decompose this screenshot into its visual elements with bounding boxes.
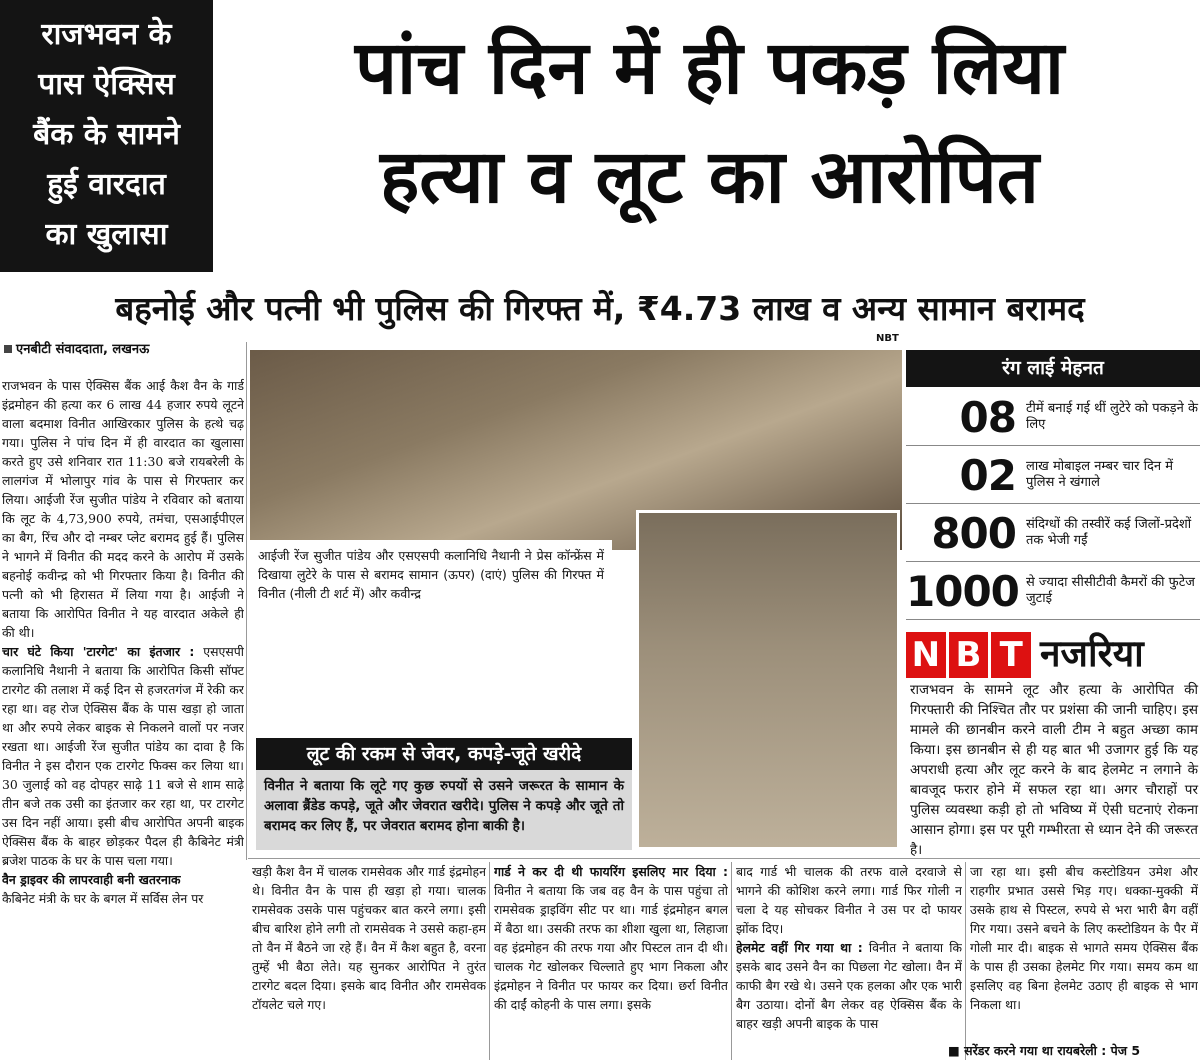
headline-line-2: हत्या व लूट का आरोपित — [380, 134, 1039, 220]
article-subhead: चार घंटे किया 'टारगेट' का इंतजार : — [2, 644, 195, 659]
article-paragraph: विनीत ने बताया कि जब वह वैन के पास पहुंचा तो रामसेवक ड्राइविंग सीट पर था। गार्ड इंद्रमोहन बगल में बैठा था। उसकी तरफ का शीशा खुला था, लिहाजा वह इंद्रमोहन की तरफ गया और पिस्टल तान दी थी। चालक गेट खोलकर चिल्लाते हुए भाग निकला और इंद्रमोहन ने विनीत पर फायर कर दिया। छर्रा विनीत की दाईं कोहनी के पास लगा। इसके — [494, 883, 728, 1012]
headline-line-1: पांच दिन में ही पकड़ लिया — [354, 25, 1065, 111]
stat-item — [906, 563, 1200, 620]
kicker-line: हुई वारदात — [47, 167, 166, 202]
byline — [4, 342, 248, 358]
kicker-line: का खुलासा — [45, 217, 168, 252]
article-paragraph: बाद गार्ड भी चालक की तरफ वाले दरवाजे से भागने की कोशिश करने लगा। गार्ड फिर गोली न चला दे यह सोचकर विनीत ने उस पर दो फायर झोंक दिए। — [736, 864, 962, 936]
article-column-2 — [252, 862, 486, 1060]
bullet-icon — [4, 345, 12, 353]
stat-description: संदिग्धों की तस्वीरें कई जिलों-प्रदेशों तक भेजी गईं — [1026, 517, 1192, 548]
article-subhead: हेलमेट वहीं गिर गया था : — [736, 940, 863, 955]
headline — [232, 18, 1187, 236]
article-column-3 — [494, 862, 728, 1060]
stat-number: 02 — [959, 450, 1016, 500]
byline-text: एनबीटी संवाददाता, लखनऊ — [16, 342, 150, 357]
photo-caption: आईजी रेंज सुजीत पांडेय और एसएसपी कलानिधि नैथानी ने प्रेस कॉन्फ्रेंस में दिखाया लुटेरे के पास से बरामद सामान (ऊपर) (दाएं) पुलिस की गिरफ्त में विनीत (नीली टी शर्ट में) और कवीन्द्र — [250, 540, 612, 686]
subheadline: बहनोई और पत्नी भी पुलिस की गिरफ्त में, ₹4.73 लाख व अन्य सामान बरामद — [115, 289, 1085, 328]
nazariya-title: नजरिया — [1040, 632, 1144, 675]
column-divider — [489, 862, 490, 1060]
nbt-logo — [906, 632, 1034, 678]
column-divider — [965, 862, 966, 1060]
article-paragraph: एसएसपी कलानिधि नैथानी ने बताया कि आरोपित किसी सॉफ्ट टारगेट की तलाश में कई दिन से हजरतगंज में रेकी कर रहा था। वह रोज ऐक्सिस बैंक के पास खड़ा हो जाता था और रुपये लेकर बाइक से निकलने वालों पर नजर रखता था। आईजी रेंज सुजीत पांडेय का दावा है कि विनीत ने इस दौरान एक टारगेट फिक्स कर लिया था। 30 जुलाई को वह दोपहर साढ़े 11 बजे से शाम साढ़े तीन बजे तक उसी का इंतजार कर रहा था, पर टारगेट उस दिन नहीं आया। इसी बीच आरोपित अपनी बाइक ऐक्सिस बैंक के बाहर छोड़कर पैदल ही कैबिनेट मंत्री ब्रजेश पाठक के घर के पास चला गया। — [2, 644, 244, 868]
article-paragraph: खड़ी कैश वैन में चालक रामसेवक और गार्ड इंद्रमोहन थे। विनीत वैन के पास ही खड़ा हो गया। चालक रामसेवक उसके पास पहुंचकर बात करने लगा। इसी बीच बारिश होने लगी तो रामसेवक ने उससे कहा-हम तो वैन में बैठने जा रहे हैं। वैन में कैश बहुत है, वरना तुम्हें भी बैठा लेते। यह सुनकर आरोपित ने तुरंत टारगेट बदल दिया। इसके बाद विनीत और रामसेवक टॉयलेट चले गए। — [252, 864, 486, 1012]
article-column-1 — [2, 376, 244, 1061]
nbt-logo-letter: T — [991, 632, 1031, 678]
article-paragraph: राजभवन के पास ऐक्सिस बैंक आई कैश वैन के गार्ड इंद्रमोहन की हत्या कर 6 लाख 44 हजार रुपये लूटने वाला बदमाश विनीत आखिरकार पुलिस के हत्थे चढ़ गया। पुलिस ने पांच दिन में ही वारदात का खुलासा करते हुए उसे शनिवार रात 11:30 बजे रायबरेली के लालगंज में भोलापुर गांव के पास से गिरफ्तार कर लिया। आईजी रेंज सुजीत पांडेय ने रविवार को बताया कि लूट के 4,73,900 रुपये, तमंचा, एसआईपीएल का बैग, रिंच और दो नम्बर प्लेट बरामद हुई हैं। पुलिस ने भागने में विनीत की मदद करने के आरोप में उसके बहनोई कवीन्द्र को भी गिरफ्तार किया है। विनीत की पत्नी को भी हिरासत में लिया गया है। आईजी ने बताया कि आरोपित विनीत ने यह वारदात अकेले ही की थी। — [2, 378, 244, 640]
photo-credit: NBT — [876, 333, 899, 344]
kicker-line: बैंक के सामने — [33, 117, 180, 152]
arrested-accused-photo — [636, 510, 900, 850]
stat-number: 1000 — [906, 566, 1019, 616]
kicker-line: राजभवन के — [41, 17, 172, 52]
stats-title: रंग लाई मेहनत — [906, 350, 1200, 387]
article-paragraph: जा रहा था। इसी बीच कस्टोडियन उमेश और राहगीर प्रभात उससे भिड़ गए। धक्का-मुक्की में उसके हाथ से पिस्टल, रुपये से भरा भारी बैग वहीं गिर गया। उसने बचने के लिए कस्टोडियन के पैर में गोली मार दी। बाइक से भागते समय ऐक्सिस बैंक के पास ही उसका हेलमेट गिर गया। समय कम था इसलिए वह बिना हेलमेट उठाए ही बाइक से भाग निकला था। — [970, 864, 1198, 1012]
article-column-5 — [970, 862, 1198, 1040]
column-divider — [246, 342, 247, 860]
nbt-logo-letter: B — [949, 632, 989, 678]
column-divider — [731, 862, 732, 1060]
section-divider — [248, 858, 1200, 859]
article-paragraph: विनीत ने बताया कि इसके बाद उसने वैन का पिछला गेट खोला। वैन में काफी बैग रखे थे। उसने एक हलका और एक भारी बैग उठाया। दोनों बैग लेकर वह ऐक्सिस बैंक के बाहर खड़ी अपनी बाइक के पास — [736, 940, 962, 1031]
stat-number: 08 — [959, 392, 1016, 442]
continued-on-page-link[interactable]: ■ सरेंडर करने गया था रायबरेली : पेज 5 — [948, 1043, 1141, 1058]
stat-description: लाख मोबाइल नम्बर चार दिन में पुलिस ने खंगाले — [1026, 459, 1173, 490]
stat-item — [906, 505, 1200, 562]
kicker-line: पास ऐक्सिस — [38, 67, 175, 102]
kicker-box — [0, 0, 213, 272]
stat-item — [906, 389, 1200, 446]
stat-item — [906, 447, 1200, 504]
sidebox-text: विनीत ने बताया कि लूटे गए कुछ रुपयों से उसने जरूरत के सामान के अलावा ब्रैंडेड कपड़े, जूते और जेवरात खरीदे। पुलिस ने कपड़े और जूते तो बरामद कर लिए हैं, पर जेवरात बरामद होना बाकी है। — [256, 770, 632, 850]
stat-number: 800 — [931, 508, 1016, 558]
nbt-logo-letter: N — [906, 632, 946, 678]
article-subhead: गार्ड ने कर दी थी फायरिंग इसलिए मार दिया : — [494, 864, 728, 879]
article-column-4 — [736, 862, 962, 1060]
nazariya-text: राजभवन के सामने लूट और हत्या के आरोपित की गिरफ्तारी की निश्चित तौर पर प्रशंसा की जानी चाहिए। इस मामले की छानबीन करने वाली टीम ने बहुत अच्छा काम किया। इस छानबीन से ही यह बात भी उजागर हुई कि यह अपराधी हत्या और लूट करने के बाद हेलमेट न लगाने के बावजूद फरार होने में सफल रहा था। अगर चौराहों पर पुलिस व्यवस्था कड़ी हो तो भविष्य में ऐसी घटनाएं रोकना आसान होगा। इस पर पूरी गम्भीरता से ध्यान देने की जरूरत है। — [910, 682, 1198, 858]
article-subhead: वैन ड्राइवर की लापरवाही बनी खतरनाक — [2, 872, 181, 887]
article-paragraph: कैबिनेट मंत्री के घर के बगल में सर्विस लेन पर — [2, 891, 204, 906]
stat-description: टीमें बनाई गई थीं लुटेरे को पकड़ने के लिए — [1026, 401, 1198, 432]
stat-description: से ज्यादा सीसीटीवी कैमरों की फुटेज जुटाई — [1026, 575, 1195, 606]
sidebox-title: लूट की रकम से जेवर, कपड़े-जूते खरीदे — [256, 738, 632, 770]
